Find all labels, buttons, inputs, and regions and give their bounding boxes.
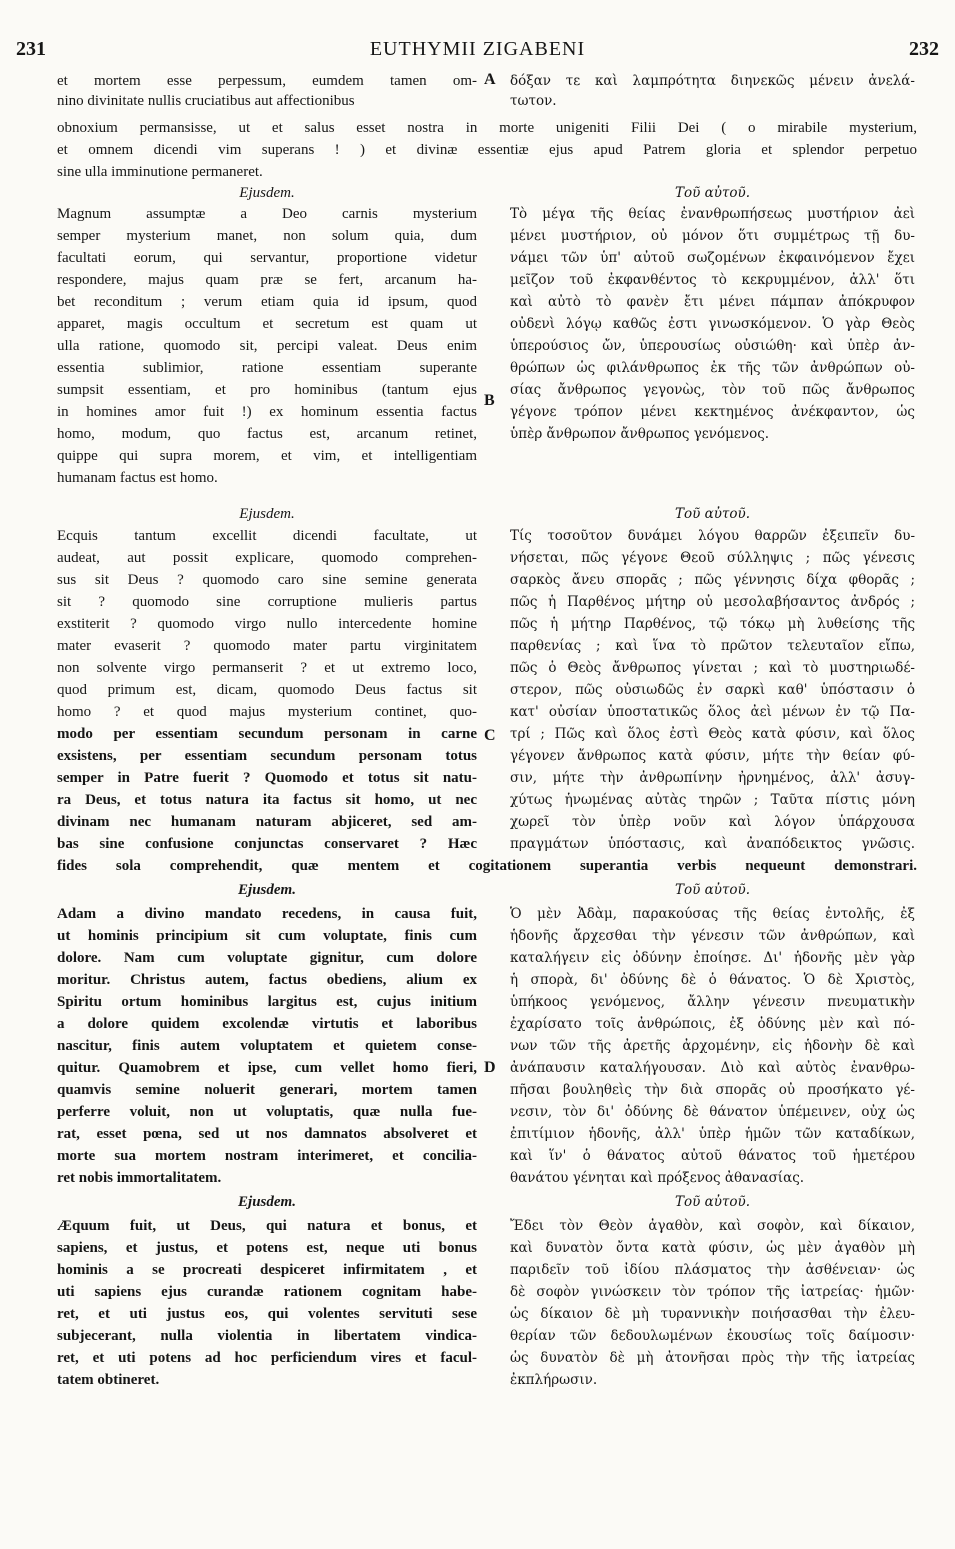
- greek-line: θανάτου γένηται καὶ πρόξενος ἀθανασίας.: [510, 1170, 805, 1186]
- greek-line: ὑπήκοος γενόμενος, ἄλλην γένεσιν πνευματικὴν: [510, 994, 915, 1010]
- greek-line: Τὸ μέγα τῆς θείας ἐνανθρωπήσεως μυστήριον ἀεὶ: [510, 206, 915, 222]
- greek-line: δὲ σοφὸν γινώσκειν τὸν τρόπον τῆς ἰατρείας· ἡμῶν·: [510, 1284, 915, 1300]
- latin-line: moritur. Christus autem, factus obediens, alium ex: [57, 972, 477, 988]
- latin-line: bet reconditum ; verum etiam quia id ipsum, quod: [57, 294, 477, 310]
- greek-line: Ἔδει τὸν Θεὸν ἀγαθὸν, καὶ σοφὸν, καὶ δίκαιον,: [510, 1218, 915, 1234]
- marginal-letter-d: D: [484, 1059, 496, 1076]
- greek-line: ὑπὲρ ἄνθρωπον ἄνθρωπος γενόμενος.: [510, 426, 770, 442]
- greek-line: γέγονεν ἄνθρωπος κατὰ φύσιν, μήτε τὴν θείαν φύ-: [510, 748, 915, 764]
- greek-line: Τίς τοσοῦτον δυνάμει λόγου θαρρῶν ἐξειπεῖν δυ-: [510, 528, 915, 544]
- greek-line: θρώπων ὡς φιλάνθρωπος ἐκ τῆς τῶν ἀνθρώπων οὐ-: [510, 360, 915, 376]
- greek-line: καταλήγειν εἰς ὀδύνην ἐποίησε. Δι' ἡδονῆς μὲν γὰρ: [510, 950, 915, 966]
- greek-line: ἐπιτίμιον ἡδονῆς, ἀλλ' ὑπὲρ ἡμῶν τῶν καταδίκων,: [510, 1126, 915, 1142]
- greek-line: πῶς ἡ Παρθένος μήτηρ οὐ μεσολαβήσαντος ἀνδρός ;: [510, 594, 915, 610]
- greek-line: τρί ; Πῶς καὶ ὅλος ἐστὶ Θεὸς κατὰ φύσιν, καὶ ὅλος: [510, 726, 915, 742]
- section-heading-latin: Ejusdem.: [238, 1194, 296, 1210]
- latin-line: subjecerant, nulla violentia in libertatem vindica-: [57, 1328, 477, 1344]
- latin-line: sapiens, et justus, et potens est, neque uti bonus: [57, 1240, 477, 1256]
- latin-line: quippe qui supra morem, et vim, et intelligentiam: [57, 448, 477, 464]
- latin-line: ret, et uti justus eos, qui volentes servituti sese: [57, 1306, 477, 1322]
- latin-line: ulla ratione, quomodo sit, percipi valeat. Deus enim: [57, 338, 477, 354]
- latin-line: nascitur, finis autem voluptatem et quietem conse-: [57, 1038, 477, 1054]
- greek-line: ἐχαρίσατο τοῖς ἀνθρώποις, ἐξ ὀδύνης μὲν καὶ πό-: [510, 1016, 915, 1032]
- latin-line: a dolore quidem excolendæ virtutis et laboribus: [57, 1016, 477, 1032]
- latin-line: non solvente virgo permanserit ? et ut extremo loco,: [57, 660, 477, 676]
- full-width-line: fides sola comprehendit, quæ mentem et cogitationem superantia verbis nequeunt demonstrari.: [57, 858, 917, 874]
- latin-line: Adam a divino mandato recedens, in causa fuit,: [57, 906, 477, 922]
- latin-line: sumpsit essentiam, et pro hominibus (tantum ejus: [57, 382, 477, 398]
- greek-line: τωτον.: [510, 93, 557, 109]
- greek-line: δόξαν τε καὶ λαμπρότητα διηνεκῶς μένειν ἀνελά-: [510, 73, 915, 89]
- greek-line: καὶ δυνατὸν ὄντα κατὰ φύσιν, ὡς μὲν ἀγαθὸν μὴ: [510, 1240, 915, 1256]
- latin-line: quitur. Quamobrem et ipse, cum vellet homo fieri,: [57, 1060, 477, 1076]
- latin-line: dolore. Nam cum voluptate gignitur, cum dolore: [57, 950, 477, 966]
- latin-line: tatem obtineret.: [57, 1372, 160, 1388]
- greek-line: πῶς ὁ Θεὸς ἄνθρωπος γίνεται ; καὶ τὸ μυστηριωδέ-: [510, 660, 915, 676]
- greek-line: σαρκὸς ἄνευ σπορᾶς ; πῶς γέννησις δίχα φθορᾶς ;: [510, 572, 915, 588]
- latin-line: homo, modum, quo factus est, arcanum retinet,: [57, 426, 477, 442]
- greek-line: ἡδονῆς ἄρχεσθαι τὴν γένεσιν τῶν ἀνθρώπων, καὶ: [510, 928, 915, 944]
- running-title: EUTHYMII ZIGABENI: [369, 38, 586, 60]
- greek-line: κατ' οὐσίαν ὑποστατικῶς ὅλος ἀεὶ μένων ἐν τῷ Πα-: [510, 704, 915, 720]
- greek-line: πραγμάτων ὑπόστασις, καὶ ἀναπόδεικτος γνῶσις.: [510, 836, 915, 852]
- latin-line: ut hominis principium sit cum voluptate, finis cum: [57, 928, 477, 944]
- section-heading-greek: Τοῦ αὐτοῦ.: [674, 882, 751, 898]
- latin-line: in homines amor fuit !) ex hominum essentia factus: [57, 404, 477, 420]
- latin-line: modo per essentiam secundum personam in carne: [57, 726, 477, 742]
- marginal-letter-a: A: [484, 71, 496, 88]
- greek-line: νάμει τῶν ὑπ' αὐτοῦ σωζομένων ἐκφαινόμενον ἔχει: [510, 250, 915, 266]
- latin-line: uti sapiens ejus curandæ rationem cognitam habe-: [57, 1284, 477, 1300]
- greek-line: νεσιν, τὸν δι' ὀδύνης δὲ θάνατον ὑπέμεινεν, οὐχ ὡς: [510, 1104, 915, 1120]
- latin-line: mater evaserit ? quomodo mater partu virginitatem: [57, 638, 477, 654]
- section-heading-latin: Ejusdem.: [239, 506, 295, 522]
- marginal-letter-b: B: [484, 392, 495, 409]
- greek-line: καὶ αὐτὸ τὸ φανὲν ἔτι μένει πάμπαν ἀπόκρυφον: [510, 294, 915, 310]
- greek-line: παριδεῖν τοῦ ἰδίου πλάσματος τὴν ἀσθένειαν· ὡς: [510, 1262, 915, 1278]
- latin-line: essentia sublimior, ratione essentiam superante: [57, 360, 477, 376]
- greek-line: μένει μυστήριον, οὐ μόνον ὅτι συμμέτρως τῇ δυ-: [510, 228, 915, 244]
- greek-line: πῶς ἡ μήτηρ Παρθένος, τῷ τόκῳ μὴ λυθείσης τῆς: [510, 616, 915, 632]
- running-header: [16, 38, 939, 68]
- section-heading-greek: Τοῦ αὐτοῦ.: [674, 506, 751, 522]
- greek-line: ἡ σπορὰ, δι' ὀδύνης δὲ ὁ θάνατος. Ὁ δὲ Χριστὸς,: [510, 972, 915, 988]
- greek-line: ὑπερούσιος ὤν, ὑπερουσίως οὐσιώθη· καὶ ὑπὲρ ἀν-: [510, 338, 915, 354]
- latin-line: quod primum est, dicam, quomodo Deus factus sit: [57, 682, 477, 698]
- latin-line: Ecquis tantum excellit dicendi facultate, ut: [57, 528, 477, 544]
- greek-line: ἐκπλήρωσιν.: [510, 1372, 598, 1388]
- greek-line: χύτως ἡνωμένας αὐτὰς τηρῶν ; Ταῦτα πίστις μόνη: [510, 792, 915, 808]
- section-heading-latin: Ejusdem.: [238, 882, 296, 898]
- greek-line: ἀνάπαυσιν καταλήγουσαν. Διὸ καὶ αὐτὸς ἐνανθρω-: [510, 1060, 915, 1076]
- latin-line: ra Deus, et totus natura ita factus sit homo, ut nec: [57, 792, 477, 808]
- right-page-number: 232: [909, 38, 939, 60]
- greek-line: Ὁ μὲν Ἀδὰμ, παρακούσας τῆς θείας ἐντολῆς, ἐξ: [510, 906, 915, 922]
- greek-line: χωρεῖ τὸν ὑπὲρ νοῦν καὶ λόγον ὑπάρχουσα: [510, 814, 915, 830]
- greek-line: σιν, μήτε τὴν ἀνθρωπίνην ἠρνημένος, ἀλλ' ἀσυγ-: [510, 770, 915, 786]
- latin-line: homo ? et quod majus mysterium continet, quo-: [57, 704, 477, 720]
- greek-line: πῆσαι βουληθεὶς τὴν διὰ σπορᾶς οὐ προσήκατο γέ-: [510, 1082, 915, 1098]
- section-heading-latin: Ejusdem.: [239, 185, 295, 201]
- latin-line: Spiritu ortum hominibus largitus est, cujus initium: [57, 994, 477, 1010]
- full-width-line: et omnem dicendi vim superans ! ) et divinæ essentiæ ejus apud Patrem gloria et splendor perpetuo: [57, 142, 917, 158]
- latin-line: morte sua mortem nostram interimeret, et concilia-: [57, 1148, 477, 1164]
- greek-line: γέγονε τρόπον μένει κεκτημένος ἀνέκφαντον, ὡς: [510, 404, 915, 420]
- greek-line: νήσεται, πῶς γέγονε Θεοῦ σύλληψις ; πῶς γένεσις: [510, 550, 915, 566]
- full-width-line: sine ulla imminutione permaneret.: [57, 164, 263, 180]
- latin-line: perferre voluit, non ut voluptatis, quæ nulla fue-: [57, 1104, 477, 1120]
- latin-line: facultati eorum, qui servantur, proportione videtur: [57, 250, 477, 266]
- latin-line: respondere, majus quam præ se fert, arcanum ha-: [57, 272, 477, 288]
- latin-line: humanam factus est homo.: [57, 470, 218, 486]
- latin-line: bas sine confusione conjunctas conservaret ? Hæc: [57, 836, 477, 852]
- latin-line: ret nobis immortalitatem.: [57, 1170, 222, 1186]
- latin-line: hominis a se procreati despiceret infirmitatem , et: [57, 1262, 477, 1278]
- latin-line: semper in Patre fuerit ? Quomodo et totus sit natu-: [57, 770, 477, 786]
- latin-line: sus sit Deus ? quomodo caro sine semine generata: [57, 572, 477, 588]
- greek-line: μεῖζον τοῦ ἐκφανθέντος τὸ κεκρυμμένον, ἀλλ' ὅτι: [510, 272, 915, 288]
- greek-line: σίας ἄνθρωπος γεγονὼς, τὸν τοῦ πῶς ἄνθρωπος: [510, 382, 915, 398]
- latin-line: sit ? quomodo sine corruptione mulieris partus: [57, 594, 477, 610]
- latin-line: rat, esset pœna, sed ut nos damnatos absolveret et: [57, 1126, 477, 1142]
- greek-line: στερον, πῶς οὐσιωδῶς ἐν σαρκὶ καθ' ὑπόστασιν ὁ: [510, 682, 915, 698]
- latin-line: exstiterit ? quomodo virgo nullo intercedente homine: [57, 616, 477, 632]
- latin-line: Magnum assumptæ a Deo carnis mysterium: [57, 206, 477, 222]
- latin-line: quamvis semine noluerit generari, mortem tamen: [57, 1082, 477, 1098]
- latin-line: ret, et uti potens ad hoc perficiendum vires et facul-: [57, 1350, 477, 1366]
- latin-line: exsistens, per essentiam secundum personam totus: [57, 748, 477, 764]
- marginal-letter-c: C: [484, 727, 496, 744]
- latin-line: divinam nec humanam naturam abjiceret, sed am-: [57, 814, 477, 830]
- latin-line: semper mysterium manet, non solum quia, dum: [57, 228, 477, 244]
- left-page-number: 231: [16, 38, 46, 60]
- greek-line: οὐδενὶ λόγῳ καθῶς ἐστι γινωσκόμενον. Ὁ γὰρ Θεὸς: [510, 316, 915, 332]
- greek-line: ὡς δίκαιον δὲ μὴ τυραννικὴν ποιήσασθαι τὴν ἐλευ-: [510, 1306, 915, 1322]
- latin-line: et mortem esse perpessum, eumdem tamen om-: [57, 73, 477, 89]
- section-heading-greek: Τοῦ αὐτοῦ.: [674, 1194, 751, 1210]
- full-width-line: obnoxium permansisse, ut et salus esset nostra in morte unigeniti Filii Dei ( o mirabile mysterium,: [57, 120, 917, 136]
- latin-line: Æquum fuit, ut Deus, qui natura et bonus, et: [57, 1218, 477, 1234]
- latin-line: apparet, magis occultum et secretum est quam ut: [57, 316, 477, 332]
- section-heading-greek: Τοῦ αὐτοῦ.: [674, 185, 751, 201]
- greek-line: καὶ ἵν' ὁ θάνατος αὐτοῦ θάνατος τοῦ ἡμετέρου: [510, 1148, 915, 1164]
- greek-line: ὡς δυνατὸν δὲ μὴ ἀτονῆσαι πρὸς τὴν τῆς ἰατρείας: [510, 1350, 915, 1366]
- greek-line: θερίαν τῶν δεδουλωμένων ἑκουσίως τοῖς δαίμοσιν·: [510, 1328, 915, 1344]
- greek-line: παρθενίας ; καὶ ἵνα τὸ πρῶτον τελευταῖον εἴπω,: [510, 638, 915, 654]
- latin-line: nino divinitate nullis cruciatibus aut affectionibus: [57, 93, 355, 109]
- latin-line: audeat, aut possit explicare, quomodo comprehen-: [57, 550, 477, 566]
- greek-line: νων τῶν τῆς ἀρετῆς ἀρχομένην, εἰς ἡδονὴν δὲ καὶ: [510, 1038, 915, 1054]
